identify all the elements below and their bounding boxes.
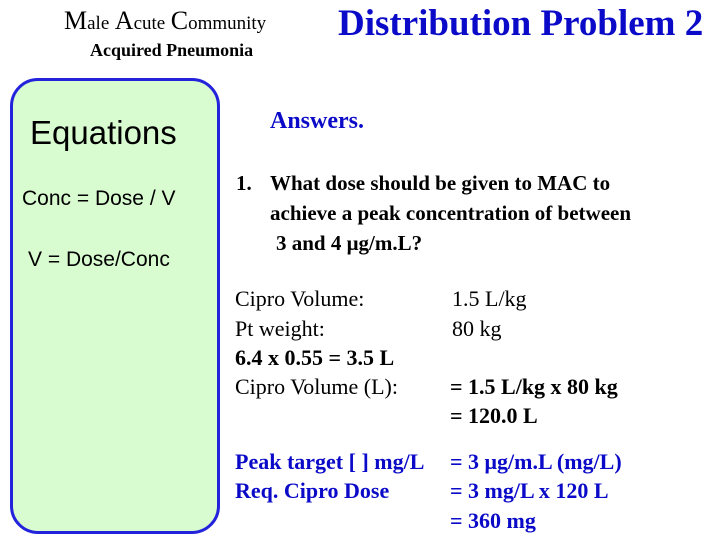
peak-target-value: = 3 μg/m.L (mg/L) (450, 449, 622, 474)
org-title-part-ale: ale (87, 13, 110, 34)
answers-heading: Answers. (270, 108, 364, 134)
required-dose-calculation: = 3 mg/L x 120 L (450, 478, 609, 503)
cipro-volume-l-label: Cipro Volume (L): (235, 374, 398, 399)
equation-item: Conc = Dose / V (22, 187, 176, 210)
org-title-initial-c: C (170, 6, 189, 35)
org-title (64, 6, 266, 36)
org-title-initial-a: A (114, 6, 134, 35)
question-number: 1. (236, 171, 252, 195)
cipro-volume-label: Cipro Volume: (235, 286, 365, 311)
cipro-volume-l-value: = 1.5 L/kg x 80 kg (450, 374, 618, 399)
org-title-initial-m: M (64, 6, 88, 35)
pt-weight-value: 80 kg (452, 316, 502, 341)
org-subtitle: Acquired Pneumonia (90, 40, 254, 60)
question-text: 3 and 4 μg/m.L? (276, 231, 423, 255)
required-dose-result: = 360 mg (450, 508, 536, 533)
question-text: achieve a peak concentration of between (270, 201, 632, 225)
equations-heading: Equations (30, 114, 177, 151)
cipro-volume-value: 1.5 L/kg (452, 286, 527, 311)
org-title-part-ommunity: ommunity (188, 13, 267, 34)
pt-weight-label: Pt weight: (235, 316, 325, 341)
slide-title: Distribution Problem 2 (338, 3, 704, 44)
peak-target-label: Peak target [ ] mg/L (235, 449, 425, 474)
volume-calculation: 6.4 x 0.55 = 3.5 L (235, 345, 395, 370)
cipro-volume-l-result: = 120.0 L (450, 403, 538, 428)
org-title-part-cute: cute (133, 13, 166, 34)
required-dose-label: Req. Cipro Dose (235, 478, 390, 503)
question-text: What dose should be given to MAC to (270, 171, 611, 195)
equation-item: V = Dose/Conc (28, 248, 170, 271)
